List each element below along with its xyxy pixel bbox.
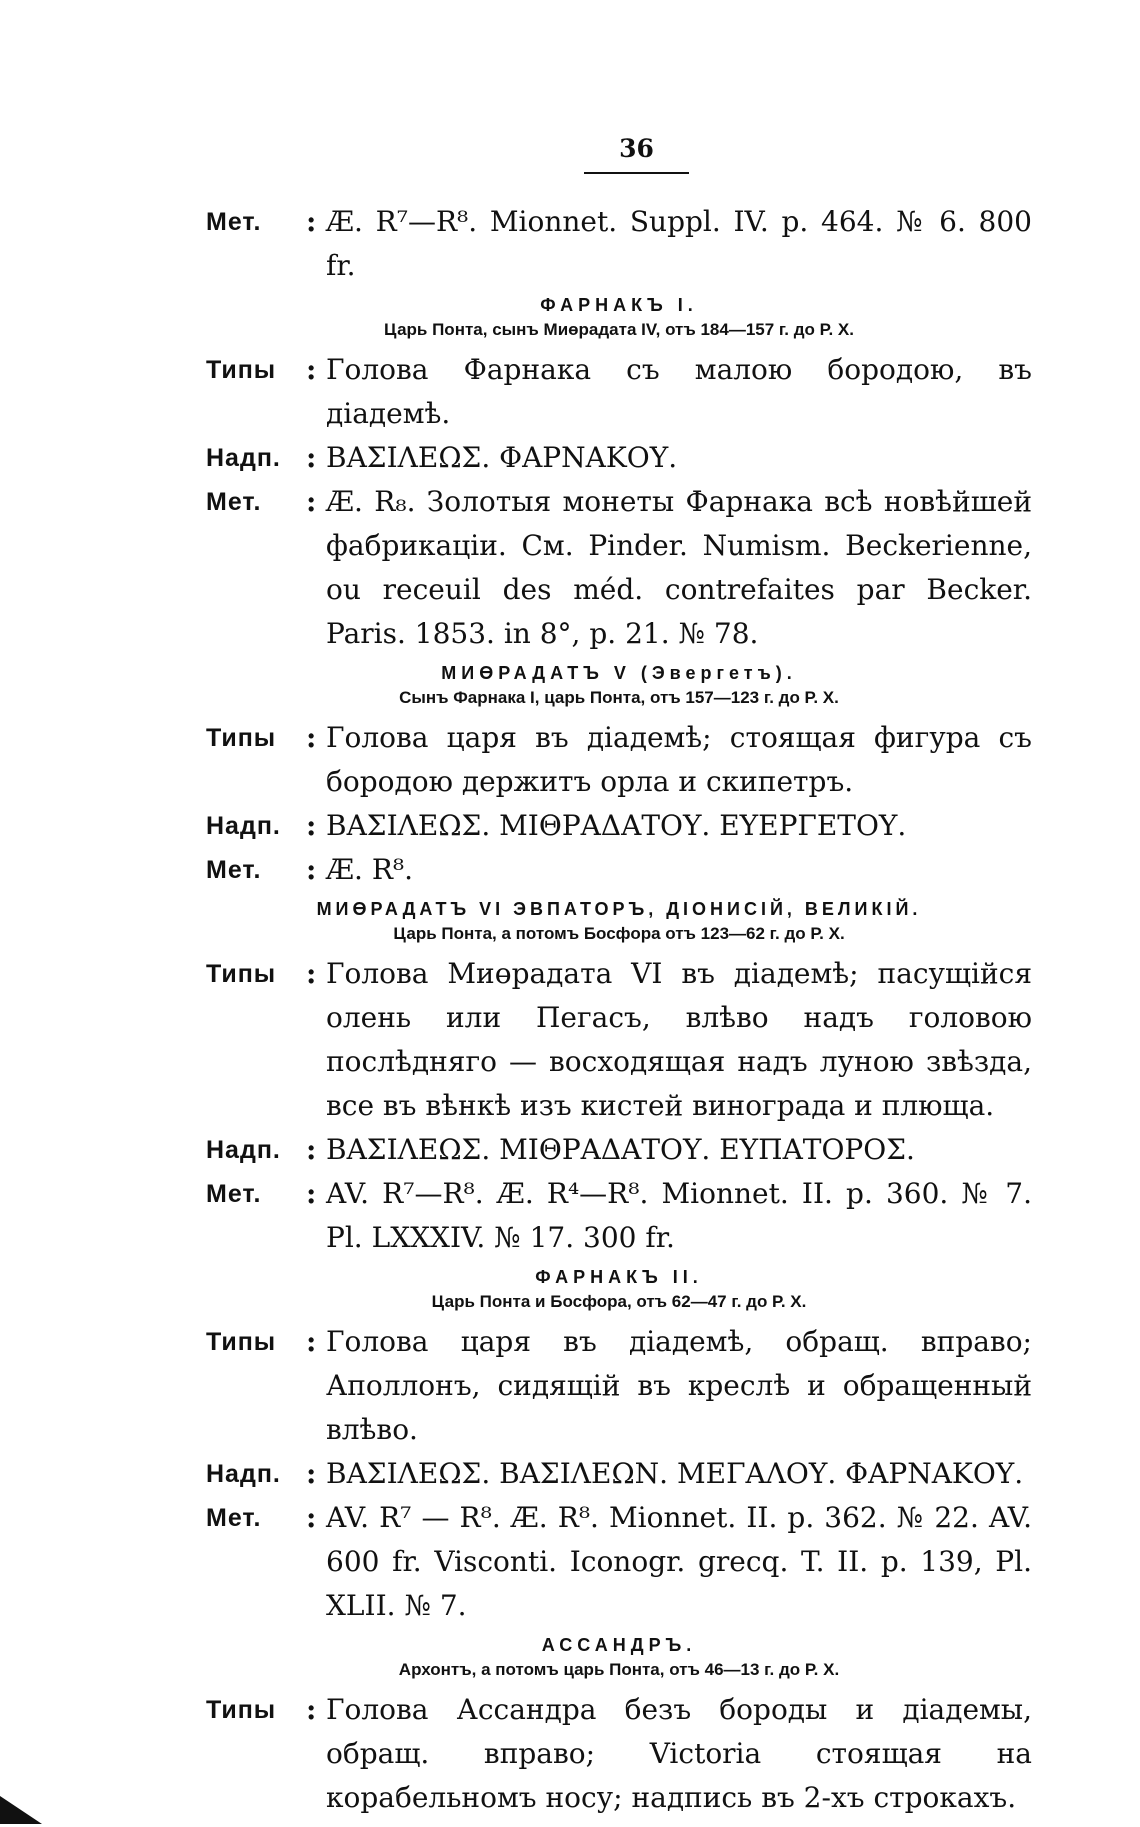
section-heading: АССАНДРЪ.: [541, 1635, 697, 1655]
entry-types: Типы : Голова Фарнака съ малою бородою, въ діадемѣ.: [206, 348, 1032, 436]
entry-label: Типы: [206, 1696, 277, 1724]
section-heading: МИӨРАДАТЪ VI ЭВПАТОРЪ, ДІОНИСІЙ, ВЕЛИКІЙ.: [316, 899, 922, 919]
page-content: [206, 200, 1032, 1820]
entry-inscription: Надп. : ΒΑΣΙΛΕΩΣ. ΜΙΘΡΑΔΑΤΟΥ. ΕΥΕΡΓΕΤΟΥ.: [206, 804, 1032, 848]
entry-metal: Мет. : Æ. R⁸.: [206, 848, 1032, 892]
entry-types: Типы : Голова Ассандра безъ бороды и діадемы, обращ. вправо; Victoria стоящая на корабельномъ носу; надпись въ 2-хъ строкахъ.: [206, 1688, 1032, 1820]
section-subheading: Сынъ Фарнака I, царь Понта, отъ 157—123 г. до Р. Х.: [399, 688, 839, 707]
page-number-rule: [584, 172, 689, 174]
entry-label: Надп.: [206, 812, 281, 840]
entry-metal: Мет. : AV. R⁷—R⁸. Æ. R⁴—R⁸. Mionnet. II. p. 360. № 7. Pl. LXXXIV. № 17. 300 fr.: [206, 1172, 1032, 1260]
entry-text: Æ. R₈. Золотыя монеты Фарнака всѣ новѣйшей фабрикаціи. См. Pinder. Numism. Beckerienne, ou receuil des méd. contrefaites par Becker. Paris. 1853. in 8°, p. 21. № 78.: [326, 485, 1032, 650]
entry-types: Типы : Голова Миөрадата VI въ діадемѣ; пасущійся олень или Пегасъ, влѣво надъ головою послѣдняго — восходящая надъ луною звѣзда, все въ вѣнкѣ изъ кистей винограда и плюща.: [206, 952, 1032, 1128]
entry-metal: Мет. : AV. R⁷ — R⁸. Æ. R⁸. Mionnet. II. p. 362. № 22. AV. 600 fr. Visconti. Iconogr. grecq. T. II. p. 139, Pl. XLII. № 7.: [206, 1496, 1032, 1628]
entry-label: Надп.: [206, 1136, 281, 1164]
entry-label: Надп.: [206, 444, 281, 472]
corner-arrow-icon: [0, 1796, 42, 1824]
entry-label: Мет.: [206, 1180, 262, 1208]
entry-inscription: Надп. : ΒΑΣΙΛΕΩΣ. ΒΑΣΙΛΕΩΝ. ΜΕΓΑΛΟΥ. ΦΑΡΝΑΚΟΥ.: [206, 1452, 1032, 1496]
section-subheading: Царь Понта, а потомъ Босфора отъ 123—62 г. до Р. Х.: [393, 924, 845, 943]
entry-text: ΒΑΣΙΛΕΩΣ. ΦΑΡΝΑΚΟΥ.: [326, 441, 678, 474]
entry-label: Типы: [206, 1328, 277, 1356]
section-subheading: Архонтъ, а потомъ царь Понта, отъ 46—13 г. до Р. Х.: [398, 1660, 840, 1679]
entry-metal: Мет. : Æ. R⁷—R⁸. Mionnet. Suppl. IV. p. 464. № 6. 800 fr.: [206, 200, 1032, 288]
entry-inscription: Надп. : ΒΑΣΙΛΕΩΣ. ΜΙΘΡΑΔΑΤΟΥ. ΕΥΠΑΤΟΡΟΣ.: [206, 1128, 1032, 1172]
entry-text: Голова Фарнака съ малою бородою, въ діадемѣ.: [326, 353, 1032, 430]
entry-text: Голова царя въ діадемѣ, обращ. вправо; Аполлонъ, сидящій въ креслѣ и обращенный влѣво.: [326, 1325, 1032, 1446]
entry-metal: Мет. : Æ. R₈. Золотыя монеты Фарнака всѣ новѣйшей фабрикаціи. См. Pinder. Numism. Beckerienne, ou receuil des méd. contrefaites par Becker. Paris. 1853. in 8°, p. 21. № 78.: [206, 480, 1032, 656]
entry-label: Надп.: [206, 1460, 281, 1488]
entry-text: Голова Ассандра безъ бороды и діадемы, обращ. вправо; Victoria стоящая на корабельномъ носу; надпись въ 2-хъ строкахъ.: [326, 1693, 1032, 1814]
entry-text: ΒΑΣΙΛΕΩΣ. ΒΑΣΙΛΕΩΝ. ΜΕΓΑΛΟΥ. ΦΑΡΝΑΚΟΥ.: [326, 1457, 1024, 1490]
entry-text: AV. R⁷—R⁸. Æ. R⁴—R⁸. Mionnet. II. p. 360. № 7. Pl. LXXXIV. № 17. 300 fr.: [326, 1177, 1032, 1254]
entry-text: Æ. R⁷—R⁸. Mionnet. Suppl. IV. p. 464. № 6. 800 fr.: [326, 205, 1032, 282]
section-heading: ФАРНАКЪ II.: [535, 1267, 703, 1287]
section-heading: ФАРНАКЪ I.: [540, 295, 698, 315]
section-heading: МИӨРАДАТЪ V (Эвергетъ).: [441, 663, 797, 683]
entry-inscription: Надп. : ΒΑΣΙΛΕΩΣ. ΦΑΡΝΑΚΟΥ.: [206, 436, 1032, 480]
section-subheading: Царь Понта и Босфора, отъ 62—47 г. до Р. Х.: [431, 1292, 807, 1311]
entry-text: ΒΑΣΙΛΕΩΣ. ΜΙΘΡΑΔΑΤΟΥ. ΕΥΠΑΤΟΡΟΣ.: [326, 1133, 915, 1166]
section-subheading: Царь Понта, сынъ Миөрадата IV, отъ 184—157 г. до Р. Х.: [384, 320, 854, 339]
entry-label: Типы: [206, 960, 277, 988]
entry-label: Типы: [206, 724, 277, 752]
entry-label: Типы: [206, 356, 277, 384]
entry-types: Типы : Голова царя въ діадемѣ, обращ. вправо; Аполлонъ, сидящій въ креслѣ и обращенный влѣво.: [206, 1320, 1032, 1452]
entry-label: Мет.: [206, 1504, 262, 1532]
entry-label: Мет.: [206, 856, 262, 884]
entry-label: Мет.: [206, 488, 262, 516]
entry-text: Æ. R⁸.: [326, 853, 414, 886]
entry-label: Мет.: [206, 208, 262, 236]
entry-text: Голова Миөрадата VI въ діадемѣ; пасущійся олень или Пегасъ, влѣво надъ головою послѣдняго — восходящая надъ луною звѣзда, все въ вѣнкѣ изъ кистей винограда и плюща.: [326, 957, 1032, 1122]
entry-types: Типы : Голова царя въ діадемѣ; стоящая фигура съ бородою держитъ орла и скипетръ.: [206, 716, 1032, 804]
entry-text: AV. R⁷ — R⁸. Æ. R⁸. Mionnet. II. p. 362. № 22. AV. 600 fr. Visconti. Iconogr. grecq. T. II. p. 139, Pl. XLII. № 7.: [326, 1501, 1032, 1622]
entry-text: Голова царя въ діадемѣ; стоящая фигура съ бородою держитъ орла и скипетръ.: [326, 721, 1032, 798]
page-number: 36: [619, 134, 654, 163]
entry-text: ΒΑΣΙΛΕΩΣ. ΜΙΘΡΑΔΑΤΟΥ. ΕΥΕΡΓΕΤΟΥ.: [326, 809, 907, 842]
